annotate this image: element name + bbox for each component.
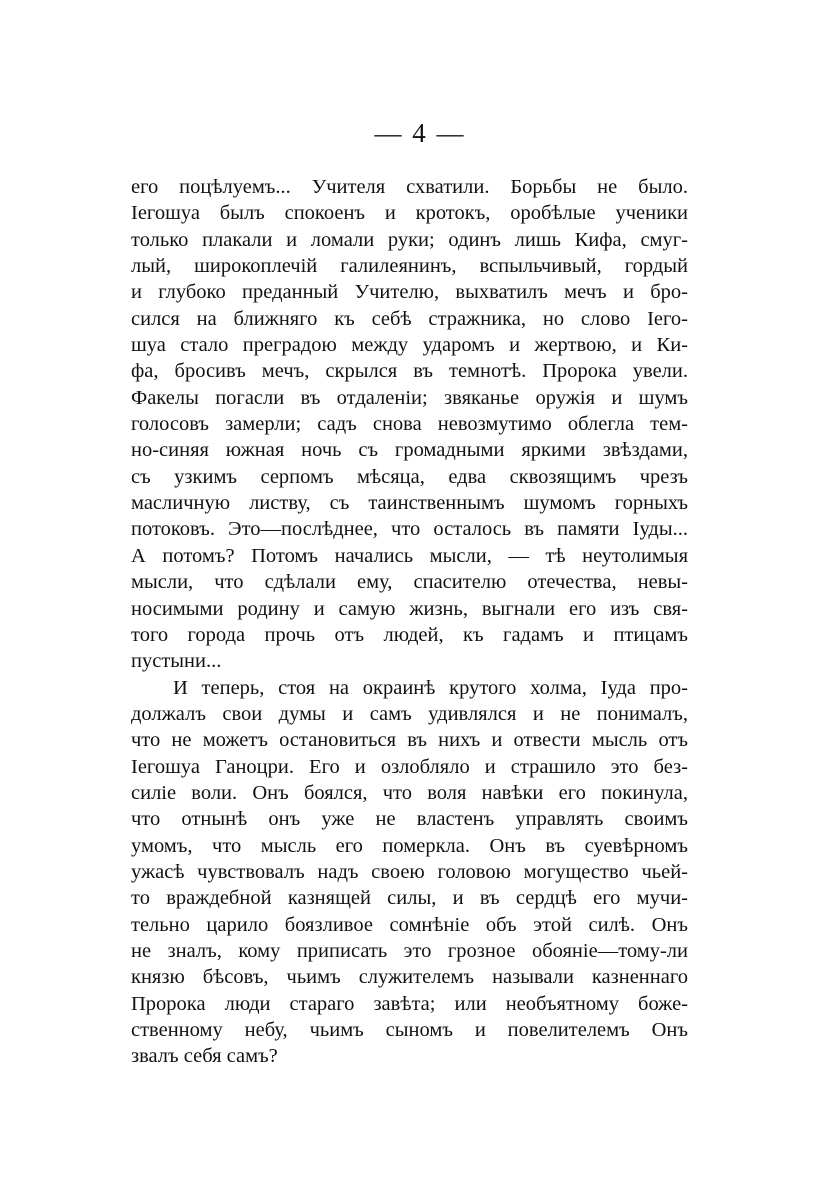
text-line: Іегошуа Ганоцри. Его и озлобляло и страшило это без-: [131, 755, 688, 778]
text-line: лый, широкоплечій галилеянинъ, вспыльчивый, гордый: [131, 255, 688, 278]
text-line: его поцѣлуемъ... Учителя схватили. Борьбы не было.: [131, 176, 688, 198]
text-line: съ узкимъ серпомъ мѣсяца, едва сквозящимъ чрезъ: [131, 465, 688, 488]
text-line: ственному небу, чьимъ сыномъ и повелителемъ Онъ: [131, 1019, 688, 1041]
text-line: потоковъ. Это—послѣднее, что осталось въ памяти Іуды...: [131, 518, 688, 541]
paragraph-2: [131, 675, 688, 1070]
text-line: князю бѣсовъ, чьимъ служителемъ называли казненнаго: [131, 966, 688, 989]
text-line: Іегошуа былъ спокоенъ и кротокъ, оробѣлые ученики: [131, 202, 688, 225]
text-line: Пророка люди стараго завѣта; или необъятному боже-: [131, 992, 688, 1015]
text-line: но-синяя южная ночь съ громадными яркими звѣздами,: [131, 439, 688, 462]
paragraph-1: [131, 174, 688, 675]
text-line: мысли, что сдѣлали ему, спасителю отечества, невы-: [131, 571, 688, 594]
text-line: должалъ свои думы и самъ удивлялся и не понималъ,: [131, 702, 688, 725]
text-line: и глубоко преданный Учителю, выхватилъ мечъ и бро-: [131, 281, 688, 304]
page-number: — 4 —: [374, 118, 466, 148]
text-line: того города прочь отъ людей, къ гадамъ и птицамъ: [131, 623, 688, 646]
text-line: пустыни...: [131, 650, 222, 673]
text-line: умомъ, что мысль его померкла. Онъ въ суевѣрномъ: [131, 834, 688, 857]
text-line: И теперь, стоя на окраинѣ крутого холма, Іуда про-: [173, 676, 688, 699]
text-line: ужасѣ чувствовалъ надъ своею головою могущество чьей-: [131, 860, 688, 883]
text-line: масличную листву, съ таинственнымъ шумомъ горныхъ: [131, 492, 688, 515]
text-line: только плакали и ломали руки; одинъ лишь Кифа, смуг-: [131, 228, 688, 251]
text-line: носимыми родину и самую жизнь, выгнали его изъ свя-: [131, 597, 688, 620]
body-text: [131, 174, 688, 1070]
text-line: А потомъ? Потомъ начались мысли, — тѣ неутолимыя: [131, 544, 688, 567]
text-line: что не можетъ остановиться въ нихъ и отвести мысль отъ: [131, 729, 688, 752]
text-line: фа, бросивъ мечъ, скрылся въ темнотѣ. Пророка увели.: [131, 360, 688, 383]
text-line: что отнынѣ онъ уже не властенъ управлять своимъ: [131, 808, 688, 831]
text-line: силіе воли. Онъ боялся, что воля навѣки его покинула,: [131, 781, 688, 804]
text-line: шуа стало преградою между ударомъ и жертвою, и Ки-: [131, 334, 688, 357]
text-line: тельно царило боязливое сомнѣніе объ этой силѣ. Онъ: [131, 913, 688, 936]
text-line: не зналъ, кому приписать это грозное обояніе—тому-ли: [131, 939, 688, 962]
text-line: голосовъ замерли; садъ снова невозмутимо облегла тем-: [131, 413, 688, 436]
text-line: Факелы погасли въ отдаленіи; звяканье оружія и шумъ: [131, 386, 688, 409]
text-line: звалъ себя самъ?: [131, 1045, 278, 1068]
text-line: то враждебной казнящей силы, и въ сердцѣ его мучи-: [131, 887, 688, 910]
text-line: сился на ближняго къ себѣ стражника, но слово Іего-: [131, 307, 688, 330]
